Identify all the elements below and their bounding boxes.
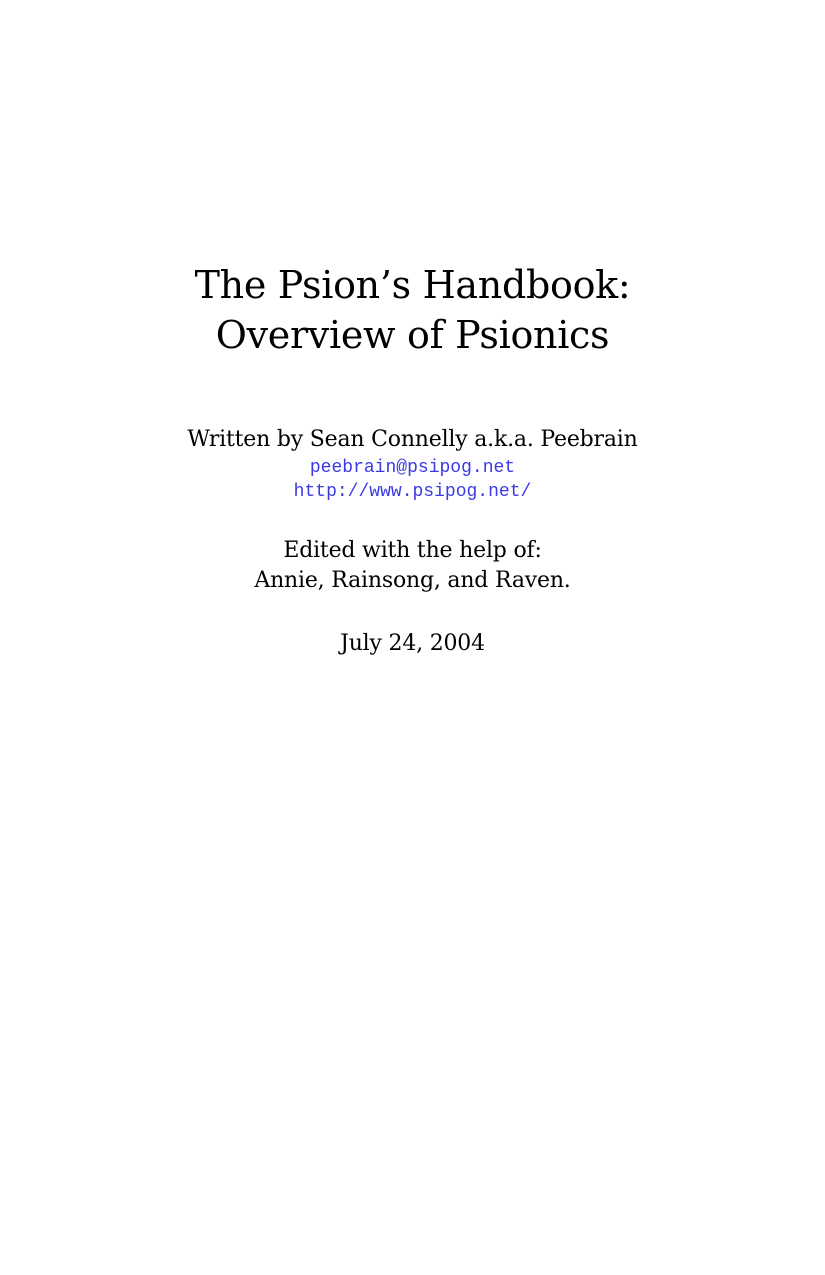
website-link-text: http://www.psipog.net/ bbox=[293, 482, 532, 502]
editors-heading: Edited with the help of: bbox=[283, 538, 542, 563]
editors-section bbox=[0, 536, 825, 596]
title-line-2: Overview of Psionics bbox=[215, 313, 610, 357]
title-line-1: The Psion’s Handbook: bbox=[194, 263, 631, 307]
editors-names: Annie, Rainsong, and Raven. bbox=[254, 568, 571, 593]
document-title bbox=[0, 260, 825, 360]
email-link[interactable] bbox=[0, 456, 825, 480]
website-link[interactable] bbox=[0, 480, 825, 504]
author-contact-links bbox=[0, 456, 825, 504]
author-byline: Written by Sean Connelly a.k.a. Peebrain bbox=[187, 427, 638, 452]
email-link-text: peebrain@psipog.net bbox=[309, 458, 516, 478]
publication-date: July 24, 2004 bbox=[340, 631, 485, 656]
